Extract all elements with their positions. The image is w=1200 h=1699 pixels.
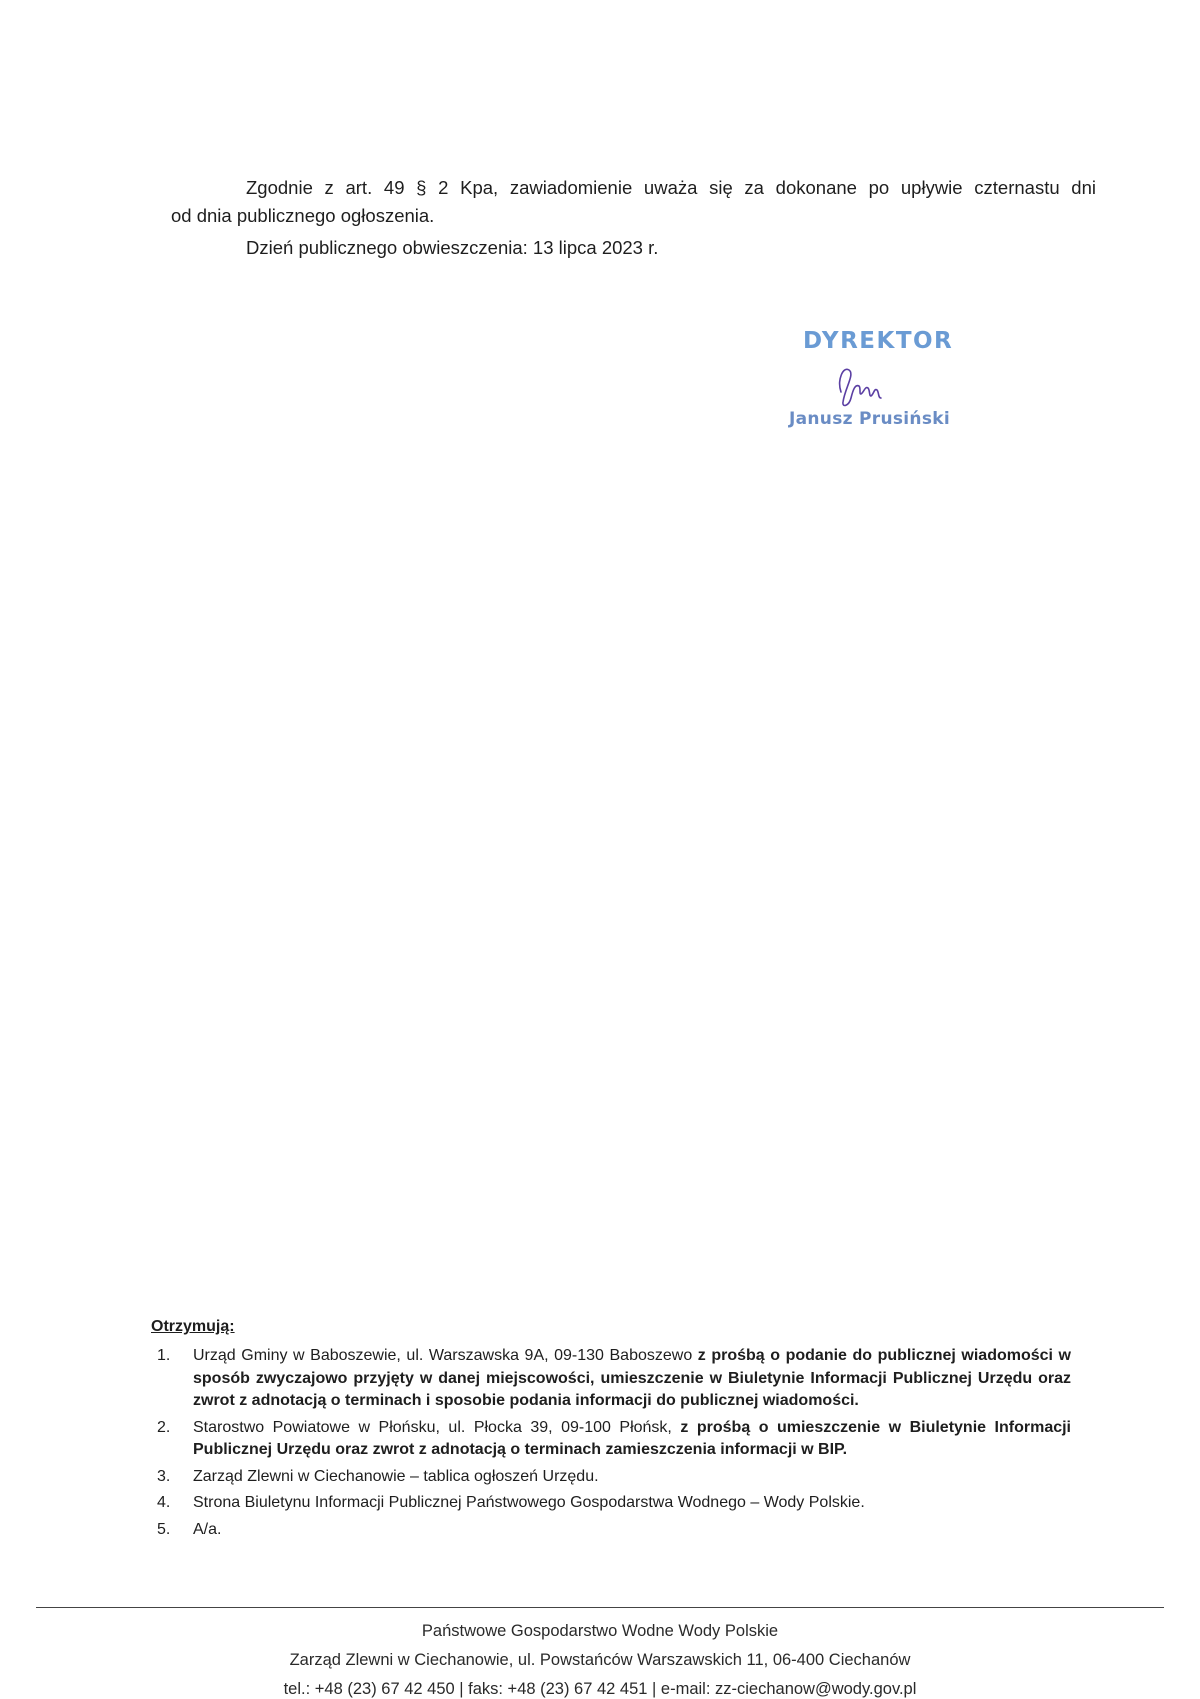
recipients-list [151,1345,1071,1545]
recipient-request: z prośbą o podanie do publicznej wiadomości w sposób zwyczajowo przyjęty w danej miejscowości, umieszczenie w Biuletynie Informacji Publicznej Urzędu oraz zwrot z adnotacją o terminach i sposobie podania informacji do publicznej wiadomości. [193,1347,1071,1409]
recipient-item [151,1466,1071,1489]
recipient-item [151,1519,1071,1542]
recipients-heading: Otrzymują: [151,1318,235,1335]
recipient-item [151,1345,1071,1413]
notice-paragraph-line-1: Zgodnie z art. 49 § 2 Kpa, zawiadomienie uważa się za dokonane po upływie czternastu dni [246,177,1096,198]
recipient-item [151,1492,1071,1515]
recipient-text: Urząd Gminy w Baboszewie, ul. Warszawska 9A, 09-130 Baboszewo [193,1347,698,1364]
recipient-item [151,1417,1071,1462]
stamp-title: DYREKTOR [803,328,954,354]
stamp-name: Janusz Prusiński [789,409,950,429]
recipient-text: Strona Biuletynu Informacji Publicznej Państwowego Gospodarstwa Wodnego – Wody Polskie. [193,1494,865,1511]
footer-divider [36,1607,1164,1608]
footer-contact: tel.: +48 (23) 67 42 450 | faks: +48 (23) 67 42 451 | e-mail: zz-ciechanow@wody.gov.pl [283,1680,917,1698]
recipient-number: 2. [157,1418,171,1436]
recipient-number: 1. [157,1347,171,1364]
notice-paragraph-line-2: od dnia publicznego ogłoszenia. [171,205,435,226]
recipient-text: Zarząd Zlewni w Ciechanowie – tablica ogłoszeń Urzędu. [193,1467,599,1485]
recipient-text: A/a. [193,1520,222,1538]
recipient-number: 3. [157,1467,171,1485]
signature-image [833,362,903,412]
recipient-text: Starostwo Powiatowe w Płońsku, ul. Płocka 39, 09-100 Płońsk, [193,1418,681,1436]
recipient-request: z prośbą o umieszczenie w Biuletynie Informacji Publicznej Urzędu oraz zwrot z adnotacją o terminach zamieszczenia informacji w BIP. [193,1418,1072,1458]
recipient-number: 5. [157,1520,171,1538]
publication-date-line: Dzień publicznego obwieszczenia: 13 lipca 2023 r. [246,237,659,258]
footer-address: Zarząd Zlewni w Ciechanowie, ul. Powstańców Warszawskich 11, 06-400 Ciechanów [289,1651,911,1669]
footer-org-name: Państwowe Gospodarstwo Wodne Wody Polskie [421,1622,779,1640]
recipient-number: 4. [157,1494,171,1511]
